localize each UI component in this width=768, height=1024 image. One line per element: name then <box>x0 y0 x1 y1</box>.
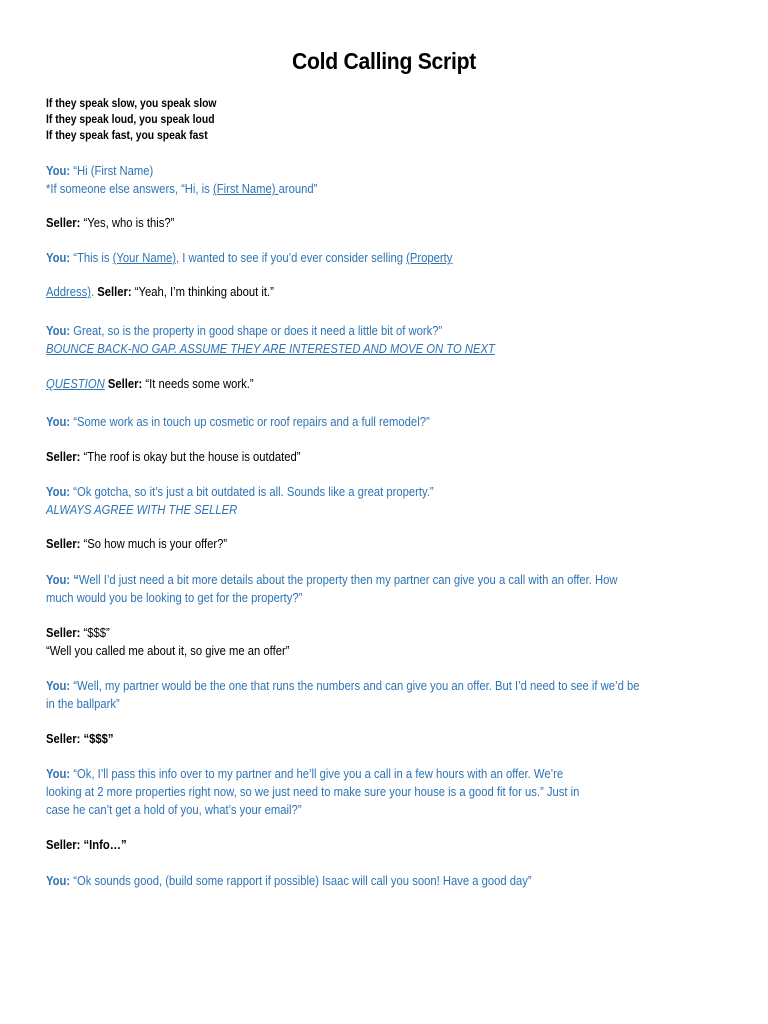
line-text: I wanted to see if you’d ever consider selling <box>179 251 407 265</box>
placeholder-your-name: (Your Name), <box>112 251 180 265</box>
script-line-continued: looking at 2 more properties right now, so we just need to make sure your house is a good fit for us.” Just in <box>46 785 580 799</box>
placeholder-property: (Property <box>406 251 453 265</box>
script-line-you <box>46 874 532 888</box>
speaker-label: You: <box>46 767 71 781</box>
script-line-seller <box>46 450 301 464</box>
script-line-you <box>46 251 452 265</box>
speaker-label: You: <box>46 324 71 338</box>
line-text: “It needs some work.” <box>142 377 254 391</box>
line-text: “Ok, I’ll pass this info over to my partner and he’ll give you a call in a few hours with an offer. We’re <box>70 767 564 781</box>
line-text: *If someone else answers, “Hi, is <box>46 182 213 196</box>
line-text: “This is <box>70 251 113 265</box>
line-text: Well I’d just need a bit more details about the property then my partner can give you a call with an offer. How <box>78 573 618 587</box>
line-text: around” <box>278 182 318 196</box>
script-line-you <box>46 415 430 429</box>
instruction-note: QUESTION <box>46 377 105 391</box>
speaker-label: You: <box>46 874 71 888</box>
line-text: “Ok gotcha, so it’s just a bit outdated is all. Sounds like a great property.” <box>70 485 434 499</box>
page-title: Cold Calling Script <box>291 48 477 74</box>
speaker-label: You: <box>46 485 71 499</box>
script-line-you <box>46 679 639 693</box>
speaker-label: You: <box>46 415 71 429</box>
instruction-note: ALWAYS AGREE WITH THE SELLER <box>46 503 238 517</box>
placeholder-address: Address) <box>46 285 92 299</box>
line-text: . <box>91 285 98 299</box>
script-line-note <box>46 182 317 196</box>
speaker-label: Seller: <box>46 450 81 464</box>
script-line-you <box>46 164 153 178</box>
script-line-seller <box>46 216 174 230</box>
speaker-label: Seller: <box>46 537 81 551</box>
speaker-label: You: <box>46 164 71 178</box>
speaker-label: Seller: <box>104 377 143 391</box>
instruction-note: BOUNCE BACK-NO GAP. ASSUME THEY ARE INTERESTED AND MOVE ON TO NEXT <box>46 342 495 356</box>
script-line-seller: Seller: “Info…” <box>46 838 127 852</box>
rule-line: If they speak fast, you speak fast <box>46 130 208 142</box>
line-text: “Yes, who is this?” <box>80 216 175 230</box>
line-text: “So how much is your offer?” <box>80 537 228 551</box>
line-text: “Ok sounds good, (build some rapport if possible) Isaac will call you soon! Have a good day” <box>70 874 532 888</box>
speaker-label: You: “ <box>46 573 79 587</box>
speaker-label: Seller: <box>46 216 81 230</box>
script-line-continued: case he can’t get a hold of you, what’s your email?” <box>46 803 302 817</box>
line-text: “Hi (First Name) <box>70 164 154 178</box>
speaker-label: You: <box>46 251 71 265</box>
line-text: “Yeah, I’m thinking about it.” <box>131 285 274 299</box>
line-text: “Well, my partner would be the one that runs the numbers and can give you an offer. But I’d need to see if we’d be <box>70 679 640 693</box>
rule-line: If they speak slow, you speak slow <box>46 98 217 110</box>
speaker-label: You: <box>46 679 71 693</box>
rule-line: If they speak loud, you speak loud <box>46 114 215 126</box>
line-text: Great, so is the property in good shape or does it need a little bit of work?” <box>70 324 443 338</box>
line-text: “$$$” <box>80 626 110 640</box>
script-line-you <box>46 767 563 781</box>
script-line-mixed <box>46 377 254 391</box>
speaker-label: Seller: <box>97 285 132 299</box>
script-line-continued: much would you be looking to get for the property?” <box>46 591 303 605</box>
script-line-mixed <box>46 285 274 299</box>
script-line-seller <box>46 537 227 551</box>
script-line-seller: Seller: “$$$” <box>46 732 114 746</box>
speaker-label: Seller: <box>46 626 81 640</box>
line-text: “The roof is okay but the house is outdated” <box>80 450 301 464</box>
script-line-seller <box>46 626 110 640</box>
placeholder-first-name: (First Name) <box>212 182 279 196</box>
script-line-you <box>46 485 434 499</box>
script-line-continued: in the ballpark” <box>46 697 120 711</box>
script-line-you <box>46 573 618 587</box>
script-line-you <box>46 324 442 338</box>
line-text: “Some work as in touch up cosmetic or roof repairs and a full remodel?” <box>70 415 430 429</box>
script-line-continued: “Well you called me about it, so give me an offer” <box>46 644 290 658</box>
